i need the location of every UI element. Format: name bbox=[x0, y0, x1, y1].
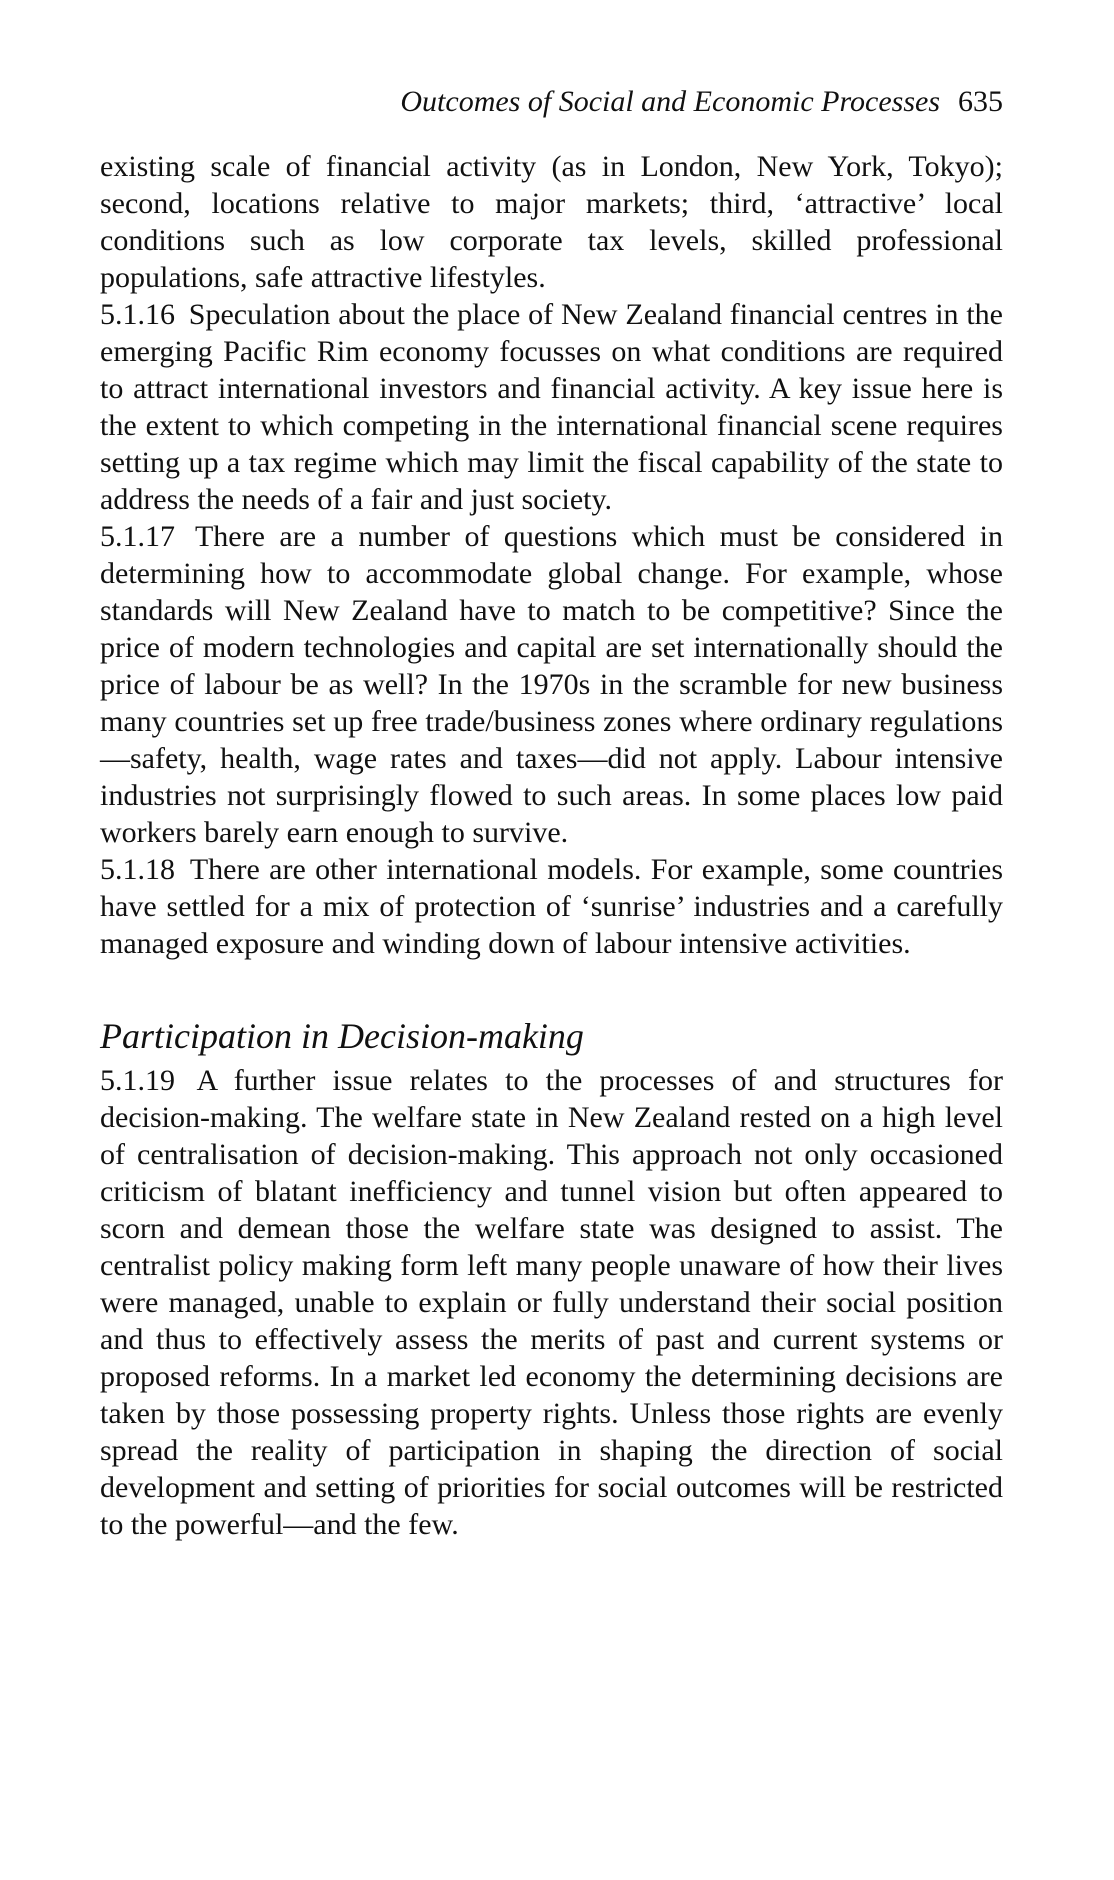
book-page bbox=[100, 82, 1003, 1543]
paragraph-continued bbox=[100, 148, 1003, 296]
page-number: 635 bbox=[958, 85, 1003, 118]
paragraph-text: There are a number of questions which must be considered in determining how to accommodate global change. For example, whose standards will New Zealand have to match to be competitive? Since the price of modern technologies and capital are set internationally should the price of labour be as well? In the 1970s in the scramble for new business many countries set up free trade/business zones where ordinary regulations—safety, health, wage rates and taxes—did not apply. Labour intensive industries not surprisingly flowed to such areas. In some places low paid workers barely earn enough to survive. bbox=[100, 520, 1003, 849]
paragraph-5-1-18 bbox=[100, 851, 1003, 962]
paragraph-number: 5.1.19 bbox=[100, 1064, 175, 1097]
paragraph-number: 5.1.16 bbox=[100, 298, 175, 331]
running-header-title: Outcomes of Social and Economic Processes bbox=[400, 85, 940, 118]
paragraph-5-1-16 bbox=[100, 296, 1003, 518]
running-header bbox=[100, 82, 1003, 122]
paragraph-number: 5.1.17 bbox=[100, 520, 175, 553]
paragraph-text: A further issue relates to the processes of and structures for decision-making. The welfare state in New Zealand rested on a high level of centralisation of decision-making. This approach not only occasioned criticism of blatant inefficiency and tunnel vision but often appeared to scorn and demean those the welfare state was designed to assist. The centralist policy making form left many people unaware of how their lives were managed, unable to explain or fully understand their social position and thus to effectively assess the merits of past and current systems or proposed reforms. In a market led economy the determining decisions are taken by those possessing property rights. Unless those rights are evenly spread the reality of participation in shaping the direction of social development and setting of priorities for social outcomes will be restricted to the powerful—and the few. bbox=[100, 1064, 1003, 1541]
paragraph-5-1-19 bbox=[100, 1062, 1003, 1543]
section-heading: Participation in Decision-making bbox=[100, 1016, 584, 1056]
paragraph-text: There are other international models. For example, some countries have settled for a mix of protection of ‘sunrise’ industries and a carefully managed exposure and winding down of labour intensive activities. bbox=[100, 853, 1003, 960]
paragraph-text: existing scale of financial activity (as in London, New York, Tokyo); second, locations relative to major markets; third, ‘attractive’ local conditions such as low corporate tax levels, skilled professional populations, safe attractive lifestyles. bbox=[100, 150, 1003, 294]
paragraph-number: 5.1.18 bbox=[100, 853, 175, 886]
paragraph-5-1-17 bbox=[100, 518, 1003, 851]
paragraph-text: Speculation about the place of New Zealand financial centres in the emerging Pacific Rim economy focusses on what conditions are required to attract international investors and financial activity. A key issue here is the extent to which competing in the international financial scene requires setting up a tax regime which may limit the fiscal capability of the state to address the needs of a fair and just society. bbox=[100, 298, 1003, 516]
